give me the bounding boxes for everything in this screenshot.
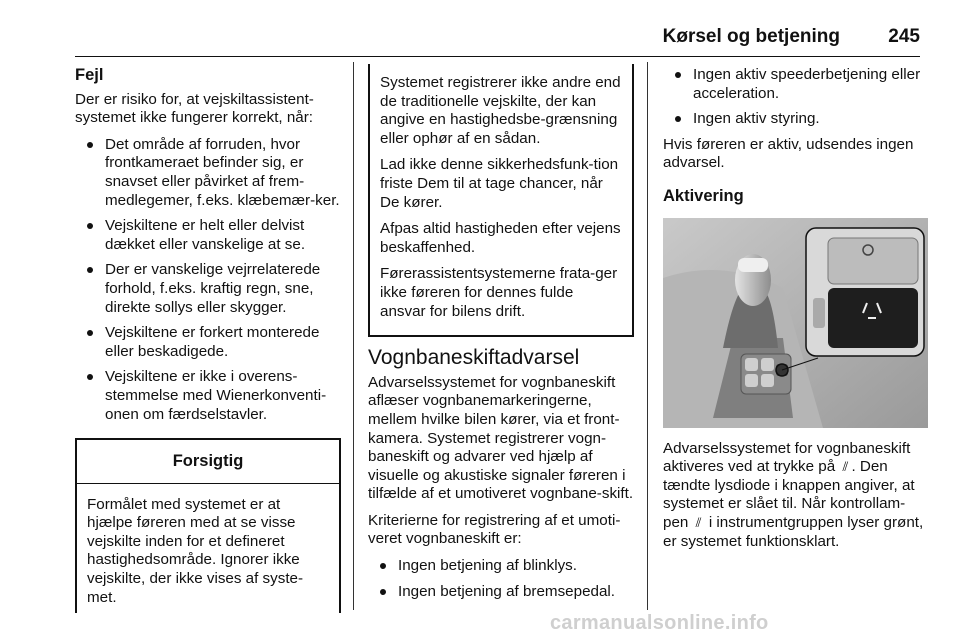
caution-text: Formålet med systemet er at hjælpe føreren med at se visse vejskilte inden for et defineret hastighedsområde. Ignorer ikke vejskilte, der ikke vises af syste-met. — [87, 495, 304, 606]
page-header — [75, 26, 920, 57]
section-heading-fejl: Fejl — [75, 66, 104, 84]
watermark-text: carmanualsonline.info — [550, 612, 769, 634]
caution-paragraph: Afpas altid hastigheden efter vejens beskaffenhed. — [380, 220, 621, 256]
list-item: Ingen betjening af blinklys. — [368, 557, 634, 576]
caution-title: Forsigtig — [77, 440, 339, 484]
center-console-photo — [663, 218, 928, 428]
list-item: Ingen aktiv styring. — [663, 110, 928, 129]
list-item: Vejskiltene er ikke i overens-stemmelse med Wienerkonventi-onen om færdselstavler. — [75, 368, 341, 424]
lane-change-paragraph: Advarselssystemet for vognbaneskift aflæser vognbanemarkeringerne, mellem hvilke bilen kører, via et front-kamera. Systemet registrerer vogn-baneskift og advarer ved hjælp af visuelle og akustiske signaler føreren i tilfælde af et umotiveret vognbane-skift. — [368, 373, 634, 503]
caution-paragraph: Førerassistentsystemerne frata-ger ikke føreren for dennes fulde ansvar for bilens drift. — [380, 265, 618, 320]
list-item: Vejskiltene er forkert monterede eller beskadigede. — [75, 324, 341, 361]
caution-paragraph: Systemet registrerer ikke andre end de traditionelle vejskilte, der kan angive en hastighedsbe-grænsning eller ophør af en sådan. — [380, 74, 621, 147]
column-right — [663, 66, 928, 559]
section-heading-aktivering: Aktivering — [663, 186, 744, 205]
criteria-paragraph: Kriterierne for registrering af et umoti-veret vognbaneskift er: — [368, 511, 621, 548]
list-item: Ingen aktiv speederbetjening eller acceleration. — [663, 66, 928, 103]
criteria-list — [368, 557, 634, 601]
activation-text-c: i instrumentgruppen lyser grønt, er systemet funktionsklart. — [663, 513, 924, 550]
column-divider — [647, 62, 648, 610]
caution-paragraph: Lad ikke denne sikkerhedsfunk-tion friste Dem til at tage chancer, når De kører. — [380, 156, 619, 211]
caution-box-continued — [368, 64, 634, 337]
lane-departure-icon: ⫽ — [695, 514, 702, 530]
activation-text-b: . Den tændte lysdiode i knappen angiver, at systemet er slået til. Når kontrollam-pen — [663, 458, 915, 531]
list-item: Der er vanskelige vejrrelaterede forhold, f.eks. kraftig regn, sne, direkte sollys eller skygger. — [75, 261, 341, 317]
list-item: Det område af forruden, hvor frontkameraet befinder sig, er snavset eller påvirket af frem-medlegemer, f.eks. klæbemær-ker. — [75, 136, 341, 210]
column-left — [75, 66, 341, 613]
caution-box — [75, 438, 341, 613]
column-middle — [368, 66, 634, 608]
driver-active-paragraph: Hvis føreren er aktiv, udsendes ingen advarsel. — [663, 135, 914, 172]
lane-departure-icon: ⫽ — [842, 459, 849, 475]
page-number: 245 — [888, 26, 920, 47]
chapter-title: Kørsel og betjening — [662, 26, 840, 47]
list-item: Vejskiltene er helt eller delvist dækket eller vanskelige at se. — [75, 217, 341, 254]
intro-paragraph: Der er risiko for, at vejskiltassistent-systemet ikke fungerer korrekt, når: — [75, 90, 314, 127]
list-item: Ingen betjening af bremsepedal. — [368, 583, 634, 602]
fault-list — [75, 136, 341, 424]
activation-text-a: Advarselssystemet for vognbaneskift aktiveres ved at trykke på — [663, 439, 911, 476]
criteria-list-continued — [663, 66, 928, 129]
section-title-lane-change: Vognbaneskiftadvarsel — [368, 346, 580, 370]
column-divider — [353, 62, 354, 610]
activation-paragraph — [663, 440, 928, 552]
